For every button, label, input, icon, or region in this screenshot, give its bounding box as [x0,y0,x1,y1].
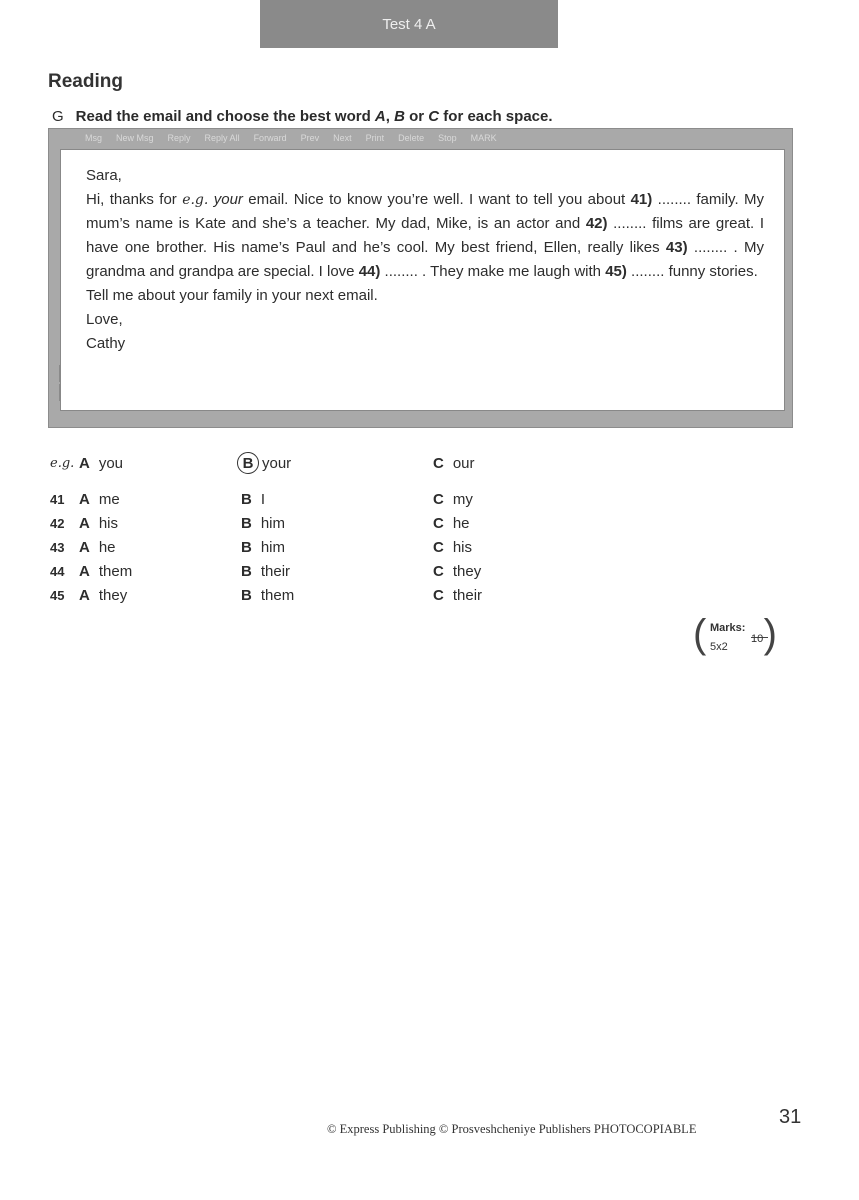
option-a[interactable] [79,536,116,560]
option-word: you [98,455,124,472]
option-word: your [262,455,292,472]
option-c[interactable] [433,536,472,560]
instruction-sep-1: , [385,108,395,125]
toolbar-item[interactable]: MARK [470,133,497,143]
marks-total: 10 [751,633,764,645]
option-key: B [241,539,252,556]
page-number: 31 [779,1106,802,1128]
example-row [50,452,550,476]
email-toolbar [49,129,792,147]
test-title: Test 4 A [382,15,436,33]
email-text: ........ . They make me laugh with [380,263,606,280]
option-a[interactable] [79,452,123,476]
email-body [60,149,785,411]
option-c[interactable] [433,452,475,476]
option-c[interactable] [433,488,473,512]
option-word: he [98,539,116,556]
toolbar-item[interactable]: Next [333,133,352,143]
toolbar-item[interactable]: Reply [167,133,191,143]
toolbar-item[interactable]: Forward [253,133,287,143]
marks-multiplier: 5x2 [710,641,728,653]
marks-box [693,612,777,660]
toolbar-item[interactable]: Print [365,133,385,143]
option-a[interactable] [79,584,127,608]
option-word: their [260,563,291,580]
question-number: 42 [50,516,65,531]
option-key: A [79,515,90,532]
option-word: he [452,515,470,532]
option-b[interactable] [241,488,265,512]
option-b[interactable] [241,584,294,608]
gap-42: 42) [585,215,608,232]
option-word: me [98,491,120,508]
option-key: B [241,491,252,508]
option-key: C [433,587,444,604]
option-word: I [260,491,266,508]
gap-44: 44) [358,263,381,280]
instruction-text-1: Read the email and choose the best word [75,108,375,125]
question-row [50,584,550,608]
email-signature: Cathy [86,335,126,352]
toolbar-item[interactable]: New Msg [116,133,154,143]
email-text: email. Nice to know you’re well. I want to tell you about [242,191,631,208]
email-text: ........ . My grandma and grandpa are special. I love [86,239,764,280]
option-c[interactable] [433,512,470,536]
left-paren: ( [693,612,707,656]
email-closing-line: Tell me about your family in your next email. [86,287,378,304]
option-b[interactable] [241,536,285,560]
answer-options [50,452,550,608]
question-number: 45 [50,588,65,603]
option-key: A [79,455,90,472]
option-a[interactable] [79,488,120,512]
question-number: 44 [50,564,65,579]
question-row [50,512,550,536]
circled-answer-icon: B [237,452,259,474]
option-key: C [433,455,444,472]
question-row [50,536,550,560]
option-key: C [433,491,444,508]
test-header-tab [260,0,558,48]
email-sign-off: Love, [86,311,123,328]
option-key: A [79,539,90,556]
email-window [48,128,793,428]
option-word: him [260,539,286,556]
option-word: our [452,455,475,472]
gap-41: 41) [630,191,653,208]
marks-label: Marks: [710,622,746,634]
option-key: A [79,563,90,580]
option-b[interactable] [241,512,285,536]
option-key: A [79,491,90,508]
option-word: their [452,587,483,604]
option-word: they [98,587,128,604]
instruction-sep-2: or [404,108,429,125]
option-word: his [98,515,119,532]
right-paren: ) [763,612,777,656]
toolbar-item[interactable]: Reply All [204,133,240,143]
option-b-selected[interactable] [241,452,291,476]
email-text: ........ family. My mum’s name is Kate and she’s a teacher. My dad, Mike, is an actor and [86,191,764,232]
email-paragraph [86,188,764,284]
section-title: Reading [48,71,123,92]
option-a[interactable] [79,560,132,584]
example-label: e.g. [50,456,75,471]
option-word: them [98,563,133,580]
option-key: B [241,563,252,580]
email-text: ........ films are great. I have one brother. His name’s Paul and he’s cool. My best friend, Ellen, really likes [86,215,764,256]
email-greeting: Sara, [86,167,122,184]
question-row [50,488,550,512]
instruction-text-2: for each space. [439,108,553,125]
option-a[interactable] [79,512,118,536]
option-c[interactable] [433,560,481,584]
option-word: them [260,587,295,604]
task-letter: G [52,108,64,125]
eg-answer: your [213,191,243,208]
option-key: C [433,563,444,580]
question-number: 43 [50,540,65,555]
option-c[interactable] [433,584,482,608]
gap-43: 43) [665,239,688,256]
email-text: ........ funny stories. [626,263,758,280]
task-instruction [52,108,553,125]
toolbar-item[interactable]: Stop [438,133,457,143]
email-text: Hi, thanks for [86,191,183,208]
instruction-option-b: B [394,108,405,125]
option-key: C [433,539,444,556]
instruction-option-c: C [428,108,440,125]
option-key: B [241,515,252,532]
instruction-option-a: A [374,108,386,125]
option-word: my [452,491,473,508]
question-number: 41 [50,492,65,507]
toolbar-item[interactable]: Delete [398,133,425,143]
copyright-footer: © Express Publishing © Prosveshcheniye Publishers PHOTOCOPIABLE [327,1122,697,1136]
option-key: C [433,515,444,532]
option-word: his [452,539,473,556]
gap-45: 45) [605,263,627,280]
question-row [50,560,550,584]
option-word: they [452,563,482,580]
eg-marker: e.g. [182,192,209,208]
option-b[interactable] [241,560,290,584]
option-word: him [260,515,286,532]
option-key: B [241,587,252,604]
toolbar-item[interactable]: Msg [85,133,103,143]
toolbar-item[interactable]: Prev [300,133,320,143]
option-key: A [79,587,90,604]
